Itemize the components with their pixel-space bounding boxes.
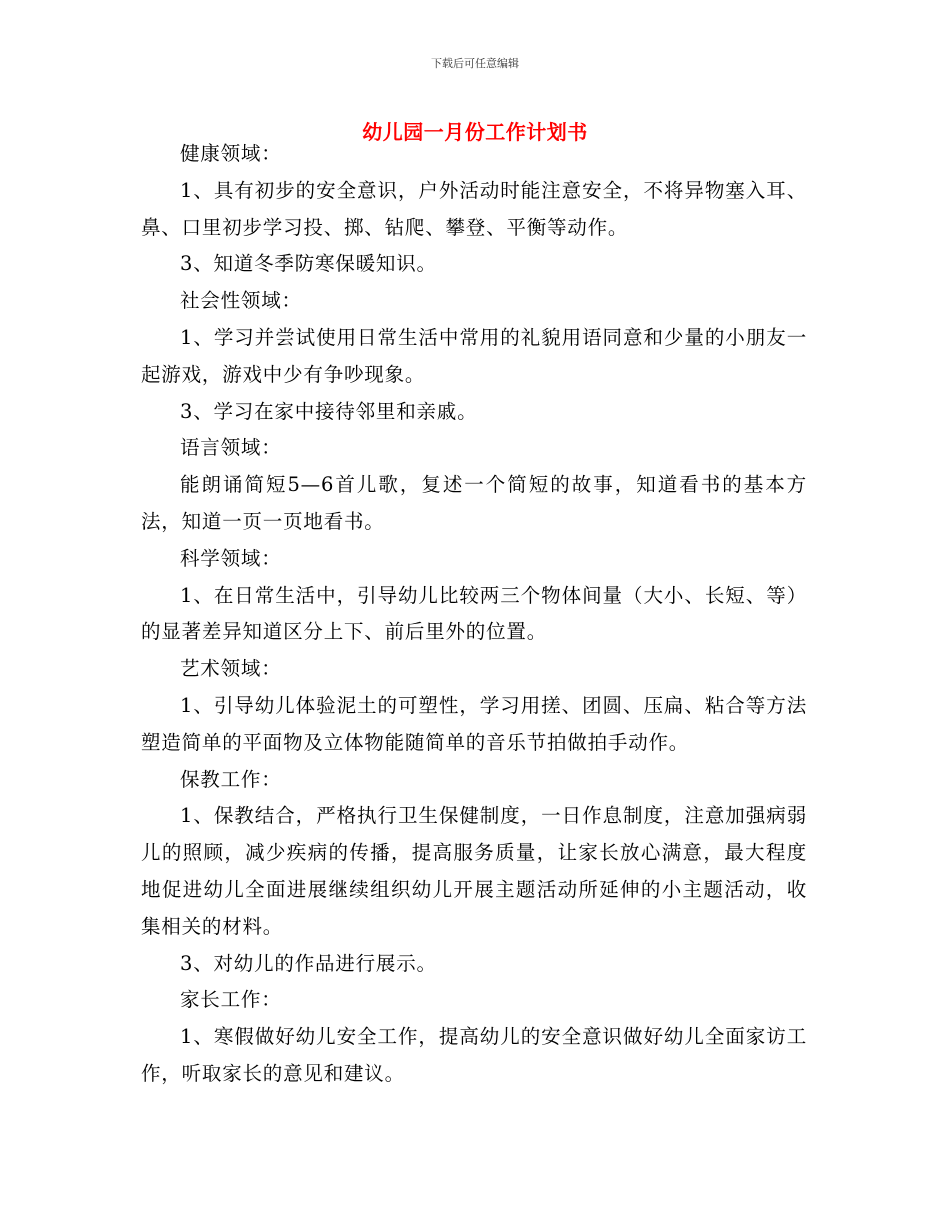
section-heading-health: 健康领域： [180, 142, 282, 165]
section-heading-art: 艺术领域： [180, 657, 282, 681]
paragraph: 3、对幼儿的作品进行展示。 [180, 951, 437, 975]
paragraph: 1、引导幼儿体验泥土的可塑性，学习用搓、团圆、压扁、粘合等方法塑造简单的平面物及立体物能随简单的音乐节拍做拍手动作。 [141, 693, 807, 754]
paragraph: 3、知道冬季防寒保暖知识。 [180, 252, 437, 276]
section-heading-parents: 家长工作： [180, 988, 282, 1012]
paragraph: 1、具有初步的安全意识，户外活动时能注意安全，不将异物塞入耳、鼻、口里初步学习投、掷、钻爬、攀登、平衡等动作。 [141, 178, 807, 239]
paragraph: 1、在日常生活中，引导幼儿比较两三个物体间量（大小、长短、等）的显著差异知道区分上下、前后里外的位置。 [141, 583, 807, 644]
paragraph: 能朗诵简短5—6首儿歌，复述一个简短的故事，知道看书的基本方法，知道一页一页地看书。 [141, 473, 807, 533]
paragraph: 1、学习并尝试使用日常生活中常用的礼貌用语同意和少量的小朋友一起游戏，游戏中少有争吵现象。 [141, 325, 807, 386]
paragraph: 1、寒假做好幼儿安全工作，提高幼儿的安全意识做好幼儿全面家访工作，听取家长的意见和建议。 [141, 1025, 807, 1085]
section-heading-science: 科学领域： [180, 546, 282, 570]
section-heading-language: 语言领域： [180, 436, 282, 460]
section-heading-social: 社会性领域： [180, 289, 302, 313]
section-heading-care: 保教工作： [180, 767, 282, 791]
paragraph: 3、学习在家中接待邻里和亲戚。 [180, 399, 478, 423]
document-body [141, 136, 807, 1093]
header-note: 下载后可任意编辑 [431, 57, 519, 70]
paragraph: 1、保教结合，严格执行卫生保健制度，一日作息制度，注意加强病弱儿的照顾，减少疾病的传播，提高服务质量，让家长放心满意，最大程度地促进幼儿全面进展继续组织幼儿开展主题活动所延伸的小主题活动，收集相关的材料。 [141, 804, 807, 938]
page-title: 幼儿园一月份工作计划书 [362, 120, 588, 144]
